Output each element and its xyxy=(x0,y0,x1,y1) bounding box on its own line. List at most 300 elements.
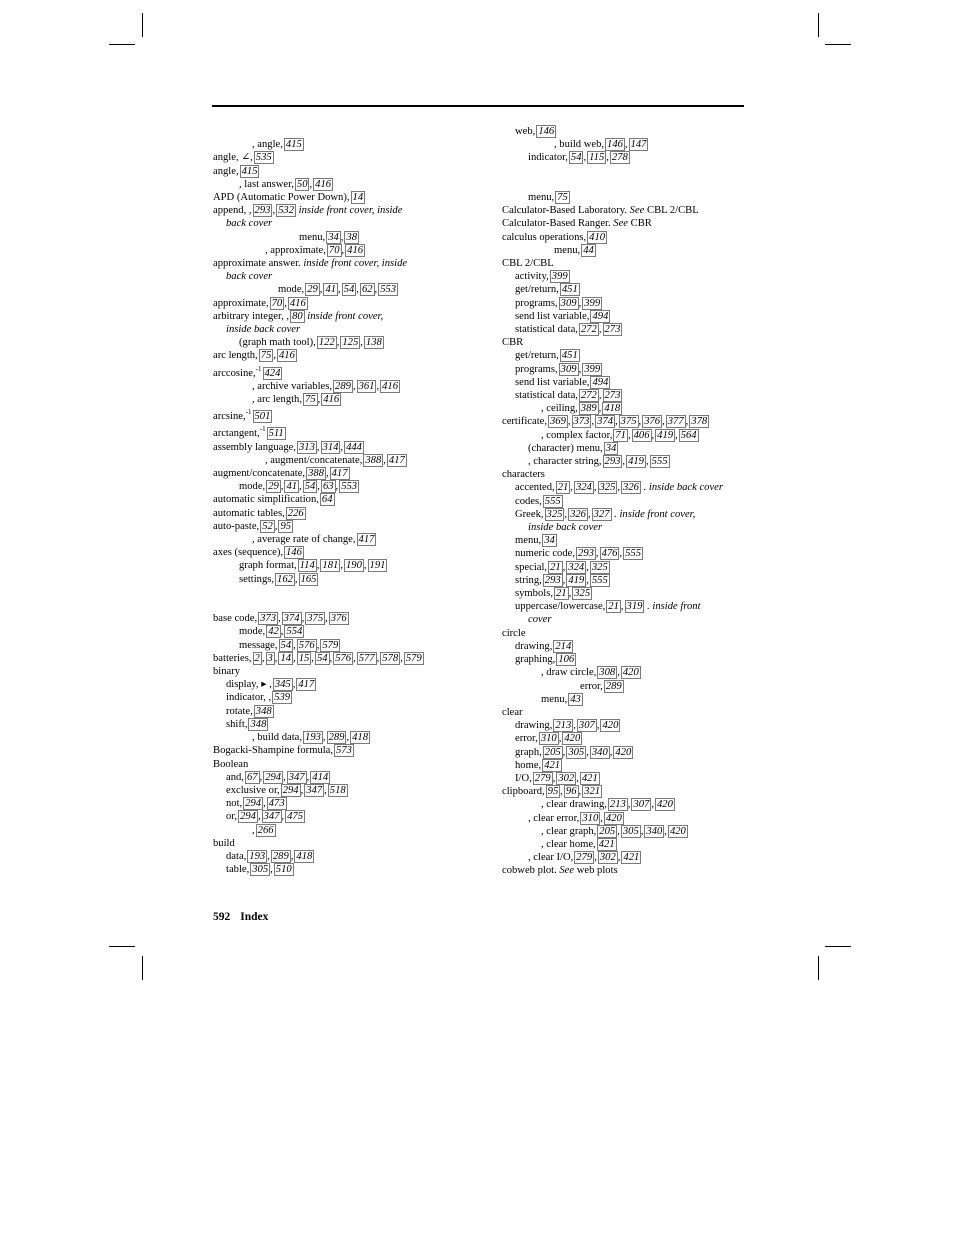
page-footer xyxy=(213,911,278,923)
page-reference-link[interactable]: 15 xyxy=(298,652,310,664)
separator: , xyxy=(363,560,367,572)
page-reference-link[interactable]: 309 xyxy=(560,297,577,309)
page-reference-link[interactable]: 388 xyxy=(365,454,382,466)
index-entry xyxy=(502,310,752,323)
index-entry xyxy=(213,599,483,612)
separator: , xyxy=(586,574,589,586)
index-term: activity, xyxy=(515,271,549,283)
page-reference-link[interactable]: 278 xyxy=(611,152,628,164)
page-reference-link[interactable]: 577 xyxy=(358,652,375,664)
separator: , xyxy=(352,380,356,392)
page-reference-link[interactable]: 421 xyxy=(623,852,640,864)
page-reference-link[interactable]: 272 xyxy=(580,324,597,336)
page-reference-link[interactable]: 313 xyxy=(298,441,315,453)
separator: , xyxy=(316,639,320,651)
separator: , xyxy=(340,441,344,453)
page-reference-link[interactable]: 416 xyxy=(347,244,364,256)
page-reference-link[interactable]: 226 xyxy=(287,507,304,519)
separator: , xyxy=(263,798,266,810)
page-reference-link[interactable]: 451 xyxy=(561,350,578,362)
page-reference-link[interactable]: 420 xyxy=(602,720,619,732)
superscript: -1 xyxy=(255,364,262,373)
separator: , xyxy=(356,284,359,296)
page-reference-link[interactable]: 309 xyxy=(560,363,577,375)
page-reference-link[interactable]: 347 xyxy=(288,771,305,783)
page-reference-link[interactable]: 50 xyxy=(296,178,308,190)
crop-mark xyxy=(825,44,851,45)
page-reference-link[interactable]: 146 xyxy=(607,139,623,151)
page-reference-link[interactable]: 293 xyxy=(604,456,621,468)
page-reference-link[interactable]: 406 xyxy=(633,429,650,441)
page-reference-link[interactable]: 29 xyxy=(307,284,318,296)
page-reference-link[interactable]: 325 xyxy=(599,482,616,494)
page-reference-link[interactable]: 376 xyxy=(644,416,661,428)
index-term: settings, xyxy=(239,573,275,585)
index-term: table, xyxy=(226,864,250,876)
page-reference-link[interactable]: 162 xyxy=(277,573,293,585)
page-reference-link[interactable]: 578 xyxy=(382,652,399,664)
page-reference-link[interactable]: 417 xyxy=(331,468,348,480)
page-reference-link[interactable]: 38 xyxy=(346,231,358,243)
separator: , xyxy=(299,481,302,493)
page-reference-link[interactable]: 190 xyxy=(345,560,362,572)
page-reference-link[interactable]: 67 xyxy=(246,771,258,783)
separator: , xyxy=(598,403,602,415)
index-entry xyxy=(213,863,483,876)
separator: , xyxy=(600,812,603,824)
page-reference-link[interactable]: 418 xyxy=(604,403,621,415)
page-reference-link[interactable]: 294 xyxy=(265,771,282,783)
page-reference-link[interactable]: 419 xyxy=(568,574,585,586)
index-entry xyxy=(502,376,752,389)
page-reference-link[interactable]: 377 xyxy=(667,416,684,428)
index-term: drawing, xyxy=(515,640,553,652)
page-reference-link[interactable]: 122 xyxy=(318,337,335,349)
page-reference-link[interactable]: 289 xyxy=(272,850,289,862)
page-reference-link[interactable]: 307 xyxy=(633,799,650,811)
index-entry xyxy=(213,297,483,310)
page-reference-link[interactable]: 374 xyxy=(283,613,300,625)
page-reference-link[interactable]: 146 xyxy=(538,126,555,137)
page-reference-link[interactable]: 293 xyxy=(544,574,561,586)
index-term: axes (sequence), xyxy=(213,547,283,559)
separator: , xyxy=(259,771,263,783)
index-entry xyxy=(213,151,483,164)
index-term: rotate, xyxy=(226,705,253,717)
page-reference-link[interactable]: 325 xyxy=(574,588,591,600)
page-reference-link[interactable]: 279 xyxy=(534,772,551,784)
index-entry xyxy=(213,533,483,546)
separator: , xyxy=(324,784,327,796)
see-reference: See xyxy=(610,218,628,230)
page-reference-link[interactable]: 510 xyxy=(275,864,292,876)
page-reference-link[interactable]: 289 xyxy=(335,380,351,392)
page-reference-link[interactable]: 75 xyxy=(260,350,272,362)
page-reference-link[interactable]: 191 xyxy=(369,560,386,572)
page-reference-link[interactable]: 399 xyxy=(584,297,601,309)
page-reference-link[interactable]: 399 xyxy=(551,271,568,283)
page-reference-link[interactable]: 417 xyxy=(358,534,375,546)
index-entry xyxy=(502,323,752,336)
page-reference-link[interactable]: 324 xyxy=(568,561,585,573)
page-reference-link[interactable]: 44 xyxy=(583,244,594,256)
page-reference-link[interactable]: 3 xyxy=(267,652,273,664)
page-reference-link[interactable]: 416 xyxy=(315,178,332,190)
page-reference-link[interactable]: 415 xyxy=(285,139,302,151)
page-reference-link[interactable]: 416 xyxy=(323,394,340,406)
separator: , xyxy=(301,613,305,625)
page-reference-link[interactable]: 193 xyxy=(305,732,321,744)
page-reference-link[interactable]: 273 xyxy=(604,324,621,336)
page-reference-link[interactable]: 421 xyxy=(544,759,561,771)
page-reference-link[interactable]: 14 xyxy=(352,192,364,203)
page-reference-link[interactable]: 451 xyxy=(561,284,578,296)
page-reference-link[interactable]: 424 xyxy=(264,367,281,379)
page-reference-link[interactable]: 573 xyxy=(336,745,352,757)
index-entry xyxy=(213,480,483,493)
page-reference-link[interactable]: 41 xyxy=(286,481,298,493)
page-reference-link[interactable]: 319 xyxy=(626,601,643,613)
page-reference-link[interactable]: 54 xyxy=(343,284,355,296)
page-reference-link[interactable]: 374 xyxy=(597,416,613,428)
page-reference-link[interactable]: 146 xyxy=(286,547,302,559)
page-reference-link[interactable]: 307 xyxy=(578,720,595,732)
index-term: programs, xyxy=(515,363,558,375)
page-reference-link[interactable]: 373 xyxy=(260,613,277,625)
page-reference-link[interactable]: 165 xyxy=(300,573,317,585)
page-reference-link[interactable]: 555 xyxy=(591,574,608,586)
page-reference-link[interactable]: 54 xyxy=(304,481,316,493)
page-reference-link[interactable]: 62 xyxy=(361,284,373,296)
index-term: , complex factor, xyxy=(541,429,613,441)
index-entry xyxy=(213,270,483,283)
page-reference-link[interactable]: 564 xyxy=(680,429,697,441)
index-entry xyxy=(502,363,752,376)
page-reference-link[interactable]: 294 xyxy=(282,784,299,796)
page-reference-link[interactable]: 75 xyxy=(305,394,316,406)
page-reference-link[interactable]: 34 xyxy=(328,231,339,243)
separator: , xyxy=(317,481,320,493)
page-reference-link[interactable]: 420 xyxy=(656,799,673,811)
index-term: mode, xyxy=(239,481,266,493)
index-entry xyxy=(502,481,752,494)
index-entry xyxy=(213,349,483,362)
index-entry xyxy=(502,666,752,679)
page-reference-link[interactable]: 305 xyxy=(252,864,269,876)
index-entry xyxy=(213,850,483,863)
page-reference-link[interactable]: 106 xyxy=(558,654,575,666)
separator: , xyxy=(564,508,568,520)
index-term: exclusive or, xyxy=(226,784,280,796)
page-reference-link[interactable]: 95 xyxy=(280,520,292,532)
page-reference-link[interactable]: 80 xyxy=(292,310,303,322)
index-term: assembly language, xyxy=(213,441,296,453)
page-reference-link[interactable]: 347 xyxy=(263,811,280,823)
page-reference-link[interactable]: 327 xyxy=(593,508,610,520)
page-reference-link[interactable]: 501 xyxy=(254,411,271,423)
page-reference-link[interactable]: 326 xyxy=(570,508,586,520)
separator: , xyxy=(338,284,341,296)
page-reference-link[interactable]: 70 xyxy=(328,244,340,256)
page-reference-link[interactable]: 52 xyxy=(262,520,273,532)
page-reference-link[interactable]: 41 xyxy=(325,284,337,296)
page-reference-link[interactable]: 205 xyxy=(599,825,616,837)
section-name: Index xyxy=(240,911,269,923)
page-reference-link[interactable]: 535 xyxy=(255,152,272,164)
page-reference-link[interactable]: 444 xyxy=(346,441,362,453)
page-reference-link[interactable]: 294 xyxy=(240,811,256,823)
page-reference-link[interactable]: 193 xyxy=(249,850,266,862)
superscript: -1 xyxy=(259,425,266,434)
index-term: clear xyxy=(502,706,523,718)
page-reference-link[interactable]: 213 xyxy=(609,799,626,811)
separator: , xyxy=(294,573,298,585)
page-reference-link[interactable]: 416 xyxy=(382,380,398,392)
index-entry xyxy=(213,393,483,406)
page-reference-link[interactable]: 418 xyxy=(352,732,368,744)
page-reference-link[interactable]: 419 xyxy=(628,456,644,468)
separator: , xyxy=(606,152,609,164)
page-reference-link[interactable]: 294 xyxy=(245,798,262,810)
page-reference-link[interactable]: 305 xyxy=(568,746,585,758)
index-entry xyxy=(502,534,752,547)
page-reference-link[interactable]: 579 xyxy=(405,652,422,664)
page-reference-link[interactable]: 340 xyxy=(591,746,608,758)
page-reference-link[interactable]: 361 xyxy=(358,380,375,392)
page-reference-link[interactable]: 302 xyxy=(558,772,575,784)
page-reference-link[interactable]: 376 xyxy=(330,613,347,625)
page-reference-link[interactable]: 420 xyxy=(615,746,632,758)
page-reference-link[interactable]: 326 xyxy=(623,482,639,494)
page-reference-link[interactable]: 75 xyxy=(557,191,568,203)
index-entry xyxy=(502,231,752,244)
index-entry xyxy=(213,380,483,393)
page-reference-link[interactable]: 114 xyxy=(299,560,315,572)
page-reference-link[interactable]: 388 xyxy=(308,468,324,480)
page-reference-link[interactable]: 555 xyxy=(544,495,561,507)
page-reference-link[interactable]: 95 xyxy=(547,786,559,798)
index-term: , clear I/O, xyxy=(528,852,574,864)
page-reference-link[interactable]: 71 xyxy=(615,429,626,441)
separator: , xyxy=(578,363,582,375)
separator: , xyxy=(627,799,631,811)
page-reference-link[interactable]: 293 xyxy=(578,548,594,560)
index-term: symbols, xyxy=(515,588,553,600)
page-reference-link[interactable]: 419 xyxy=(657,429,674,441)
page-reference-link[interactable]: 555 xyxy=(625,548,641,560)
see-reference: See xyxy=(627,205,645,217)
index-entry xyxy=(502,812,752,825)
separator: , xyxy=(617,667,620,679)
page-reference-link[interactable]: 494 xyxy=(592,376,609,388)
separator: , xyxy=(578,786,582,798)
page-reference-link[interactable]: 553 xyxy=(380,284,397,296)
page-reference-link[interactable]: 494 xyxy=(592,310,609,322)
page-reference-link[interactable]: 293 xyxy=(254,205,271,217)
page-reference-link[interactable]: 417 xyxy=(298,679,315,691)
index-entry xyxy=(213,705,483,718)
page-reference-link[interactable]: 378 xyxy=(691,416,708,428)
index-note: inside front cover, xyxy=(304,310,384,322)
page-reference-link[interactable]: 266 xyxy=(257,824,274,836)
page-reference-link[interactable]: 213 xyxy=(555,720,572,732)
page-reference-link[interactable]: 29 xyxy=(268,481,279,493)
page-reference-link[interactable]: 273 xyxy=(604,390,621,402)
page-reference-link[interactable]: 289 xyxy=(328,732,345,744)
index-entry xyxy=(213,467,483,480)
separator: , xyxy=(651,429,655,441)
page-reference-link[interactable]: 181 xyxy=(322,560,339,572)
separator: , xyxy=(270,864,273,876)
index-entry xyxy=(213,665,483,678)
page-reference-link[interactable]: 21 xyxy=(557,482,569,494)
index-term: display, ▸ , xyxy=(226,679,272,691)
page-reference-link[interactable]: 369 xyxy=(550,416,566,428)
page-reference-link[interactable]: 375 xyxy=(307,613,324,625)
page-reference-link[interactable]: 21 xyxy=(608,601,619,613)
page-reference-link[interactable]: 414 xyxy=(312,771,329,783)
separator: , xyxy=(562,561,566,573)
page-reference-link[interactable]: 310 xyxy=(540,733,557,745)
page-reference-link[interactable]: 214 xyxy=(555,640,572,652)
page-reference-link[interactable]: 310 xyxy=(582,812,599,824)
page-reference-link[interactable]: 21 xyxy=(550,561,561,573)
page-reference-link[interactable]: 420 xyxy=(669,825,686,837)
page-reference-link[interactable]: 302 xyxy=(599,852,616,864)
separator: , xyxy=(624,139,628,151)
page-reference-link[interactable]: 42 xyxy=(268,626,279,638)
page-reference-link[interactable]: 34 xyxy=(544,535,555,547)
separator: , xyxy=(638,416,642,428)
page-reference-link[interactable]: 476 xyxy=(601,548,618,560)
index-entry xyxy=(502,283,752,296)
page-reference-link[interactable]: 518 xyxy=(329,784,346,796)
index-entry xyxy=(502,389,752,402)
page-reference-link[interactable]: 473 xyxy=(268,798,285,810)
index-term: circle xyxy=(502,627,526,639)
page-reference-link[interactable]: 64 xyxy=(321,494,333,506)
separator: , xyxy=(614,416,618,428)
separator: , xyxy=(594,852,597,864)
page-reference-link[interactable]: 205 xyxy=(544,746,561,758)
page-reference-link[interactable]: 272 xyxy=(580,390,597,402)
page-reference-link[interactable]: 475 xyxy=(287,811,304,823)
separator: , xyxy=(280,626,284,638)
page-reference-link[interactable]: 138 xyxy=(365,337,382,349)
separator: , xyxy=(274,520,278,532)
separator: , xyxy=(617,825,620,837)
page-reference-link[interactable]: 348 xyxy=(255,705,272,717)
page-reference-link[interactable]: 125 xyxy=(342,337,359,349)
page-reference-link[interactable]: 348 xyxy=(250,718,267,730)
page-reference-link[interactable]: 305 xyxy=(622,825,639,837)
page-reference-link[interactable]: 373 xyxy=(573,416,590,428)
page-reference-link[interactable]: 553 xyxy=(341,481,358,493)
index-term: graph format, xyxy=(239,560,297,572)
separator: , xyxy=(598,390,602,402)
page-reference-link[interactable]: 21 xyxy=(555,588,567,600)
page-reference-link[interactable]: 555 xyxy=(651,456,668,468)
page-reference-link[interactable]: 54 xyxy=(316,652,328,664)
page-reference-link[interactable]: 34 xyxy=(605,442,617,454)
index-term: APD (Automatic Power Down), xyxy=(213,192,350,203)
page-reference-link[interactable]: 576 xyxy=(335,652,352,664)
page-reference-link[interactable]: 347 xyxy=(306,784,323,796)
index-column-left xyxy=(213,125,483,876)
page-reference-link[interactable]: 147 xyxy=(630,139,647,151)
page-reference-link[interactable]: 279 xyxy=(576,852,593,864)
page-reference-link[interactable]: 325 xyxy=(546,508,563,520)
page-reference-link[interactable]: 532 xyxy=(278,205,294,217)
page-reference-link[interactable]: 420 xyxy=(564,733,581,745)
page-reference-link[interactable]: 416 xyxy=(289,297,306,309)
page-reference-link[interactable]: 14 xyxy=(280,652,292,664)
page-reference-link[interactable]: 321 xyxy=(584,786,601,798)
separator: , xyxy=(662,416,665,428)
page-reference-link[interactable]: 421 xyxy=(598,838,615,850)
page-reference-link[interactable]: 511 xyxy=(268,428,284,440)
page-reference-link[interactable]: 324 xyxy=(575,482,592,494)
page-reference-link[interactable]: 325 xyxy=(591,561,608,573)
page-reference-link[interactable]: 421 xyxy=(581,772,598,784)
index-term: shift, xyxy=(226,718,248,730)
page-reference-link[interactable]: 576 xyxy=(298,639,315,651)
index-entry xyxy=(502,429,752,442)
page-reference-link[interactable]: 43 xyxy=(570,693,581,705)
index-entry xyxy=(502,653,752,666)
separator: , xyxy=(576,772,579,784)
page-reference-link[interactable]: 308 xyxy=(599,667,616,679)
page-reference-link[interactable]: 345 xyxy=(274,679,291,691)
page-reference-link[interactable]: 70 xyxy=(271,297,283,309)
index-entry xyxy=(213,718,483,731)
page-reference-link[interactable]: 115 xyxy=(589,152,605,164)
page-reference-link[interactable]: 420 xyxy=(622,667,639,679)
index-term: and, xyxy=(226,771,244,783)
index-term: I/O, xyxy=(515,772,532,784)
page-reference-link[interactable]: 2 xyxy=(254,652,260,664)
page-reference-link[interactable]: 420 xyxy=(605,812,622,824)
page-reference-link[interactable]: 579 xyxy=(322,639,339,651)
index-entry xyxy=(502,336,752,349)
index-term: approximate, xyxy=(213,297,269,309)
separator: , xyxy=(578,297,582,309)
page-reference-link[interactable]: 417 xyxy=(388,454,405,466)
page-reference-link[interactable]: 416 xyxy=(278,350,295,362)
separator: , xyxy=(573,720,576,732)
page-reference-link[interactable]: 415 xyxy=(241,165,258,177)
separator: , xyxy=(278,613,281,625)
page-reference-link[interactable]: 389 xyxy=(580,403,597,415)
page-reference-link[interactable]: 289 xyxy=(605,680,622,692)
page-reference-link[interactable]: 54 xyxy=(280,639,292,651)
page-reference-link[interactable]: 554 xyxy=(286,626,303,638)
page-reference-link[interactable]: 399 xyxy=(584,363,601,375)
page-reference-link[interactable]: 418 xyxy=(296,850,313,862)
index-term: Boolean xyxy=(213,758,249,770)
page-reference-link[interactable]: 539 xyxy=(274,692,291,704)
page-reference-link[interactable]: 314 xyxy=(322,441,339,453)
index-term: (character) menu, xyxy=(528,442,603,454)
page-reference-link[interactable]: 410 xyxy=(589,231,606,243)
separator: , xyxy=(335,481,339,493)
page-reference-link[interactable]: 375 xyxy=(620,416,637,428)
page-reference-link[interactable]: 54 xyxy=(570,152,582,164)
page-reference-link[interactable]: 96 xyxy=(565,786,577,798)
index-term: automatic tables, xyxy=(213,507,285,519)
page-reference-link[interactable]: 63 xyxy=(322,481,334,493)
page-reference-link[interactable]: 340 xyxy=(646,825,663,837)
